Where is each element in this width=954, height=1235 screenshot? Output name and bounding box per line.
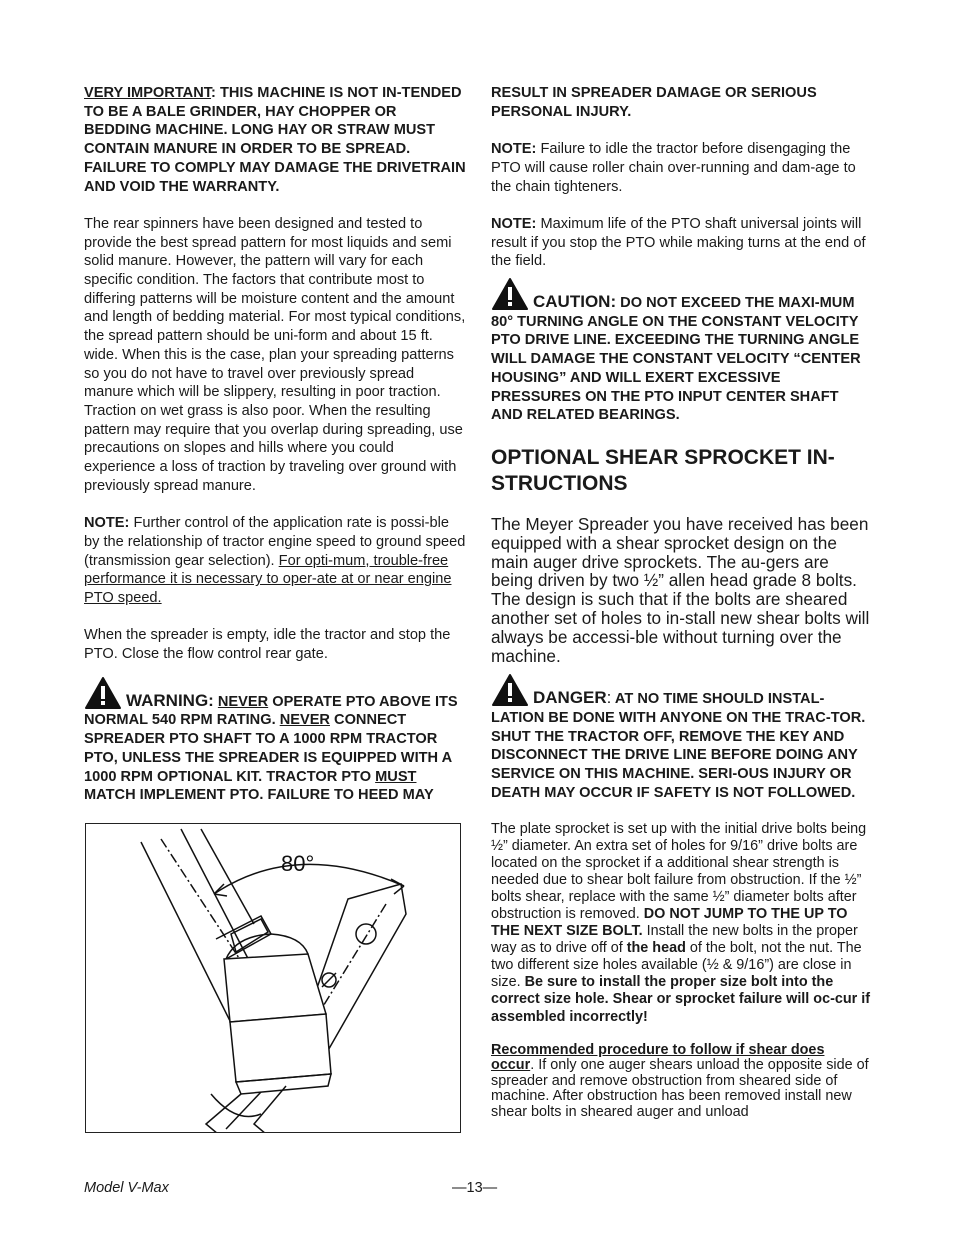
pto-angle-figure — [85, 823, 461, 1133]
warning-triangle-icon — [84, 676, 122, 710]
note-underlined-text: For opti-mum, trouble-free performance it is necessary to oper-ate at or near engine PTO speed. — [84, 552, 452, 606]
caution-block — [491, 277, 871, 425]
danger-text: AT NO TIME SHOULD INSTAL-LATION BE DONE WITH ANYONE ON THE TRAC-TOR. SHUT THE TRACTOR OFF, REMOVE THE KEY AND DISCONNECT THE DRIVE LINE BEFORE DOING ANY SERVICE ON THIS MACHINE. SERI-OUS INJURY OR DEATH MAY OCCUR IF SAFETY IS NOT FOLLOWED. — [491, 691, 866, 801]
note-application-rate — [84, 514, 466, 608]
important-notice — [84, 84, 466, 196]
plate-text: Install the new bolts in the proper way as to drive off of — [491, 923, 858, 957]
warning-never: NEVER — [217, 693, 269, 710]
plate-bold-text: DO NOT JUMP TO THE UP TO THE NEXT SIZE BOLT. — [491, 905, 848, 940]
danger-colon: : — [606, 688, 612, 708]
note-text: Maximum life of the PTO shaft universal joints will result if you stop the PTO while making turns at the end of the field. — [491, 215, 866, 270]
right-column — [491, 84, 871, 1120]
empty-spreader-paragraph: When the spreader is empty, idle the tractor and stop the PTO. Close the flow control rear gate. — [84, 627, 451, 663]
section-heading: OPTIONAL SHEAR SPROCKET IN-STRUCTIONS — [491, 445, 835, 495]
warning-continued: RESULT IN SPREADER DAMAGE OR SERIOUS PERSONAL INJURY. — [491, 85, 817, 120]
warning-text: OPERATE PTO ABOVE ITS NORMAL 540 RPM RATING. — [84, 693, 458, 729]
danger-block — [491, 673, 871, 802]
recommended-procedure — [491, 1043, 871, 1121]
note-label: NOTE: — [491, 215, 537, 232]
spinners-paragraph: The rear spinners have been designed and tested to provide the best spread pattern for most liquids and semi solid manure. However, the pattern will vary for each specific condition. The factors that contribute most to differing patterns will be moisture content and the amount and length of bedding material. For most typical conditions, the spread pattern should be uni-form and about 15 ft. wide. When this is the case, plan your spreading patterns so you do not have to travel over previously spread manure which will be slippery, resulting in poor traction. Traction on wet grass is also poor. When the resulting pattern may require that you overlap during spreading, use precautions on slopes and hills where you could experience a loss of traction by traveling over ground with previously spread manure. — [84, 215, 466, 494]
warning-must: MUST — [375, 768, 417, 785]
plate-sprocket-paragraph — [491, 821, 871, 1026]
recommended-label: Recommended procedure to follow if shear does occur — [491, 1041, 825, 1074]
note-universal-joints — [491, 215, 871, 271]
important-text: : THIS MACHINE IS NOT IN-TENDED TO BE A BALE GRINDER, HAY CHOPPER OR BEDDING MACHINE. LONG HAY OR STRAW MUST CONTAIN MANURE IN ORDER TO BE SPREAD. FAILURE TO COMPLY MAY DAMAGE THE DRIVETRAIN AND VOID THE WARRANTY. — [84, 85, 466, 195]
caution-title: CAUTION: — [533, 292, 617, 311]
note-label: NOTE: — [84, 515, 130, 532]
pto-driveline-illustration — [86, 824, 461, 1133]
caution-text: DO NOT EXCEED THE MAXI-MUM 80° TURNING ANGLE ON THE CONSTANT VELOCITY PTO DRIVE LINE. EXCEEDING THE TURNING ANGLE WILL DAMAGE THE CONSTANT VELOCITY “CENTER HOUSING” AND WILL EXERT EXCESSIVE PRESSURES ON THE PTO INPUT CENTER SHAFT AND RELATED BEARINGS. — [491, 295, 861, 424]
angle-label: 80° — [281, 851, 315, 876]
plate-text: of the bolt, not the nut. The two different size holes available (½ & 9/16”) are close in size. — [491, 940, 862, 991]
warning-text: MATCH IMPLEMENT PTO. FAILURE TO HEED MAY — [84, 787, 434, 804]
meyer-spreader-paragraph: The Meyer Spreader you have received has been equipped with a shear sprocket design on the main auger drive sprockets. The au-gers are being driven by two ½” allen head grade 8 bolts. The design is such that if the bolts are sheared another set of holes to in-stall new shear bolts will always be accessi-ble without turning over the machine. — [491, 513, 870, 666]
plate-bold-text: the head — [626, 940, 686, 957]
recommended-text: . If only one auger shears unload the opposite side of spreader and remove obstruction from sheared side of machine. After obstruction has been removed install new shear bolts in sheared auger and unload — [491, 1057, 869, 1120]
note-text: Further control of the application rate is possi-ble by the relationship of tractor engine speed to ground speed (transmission gear selection). — [84, 515, 466, 569]
warning-never: NEVER — [279, 712, 330, 729]
danger-title: DANGER — [533, 688, 607, 708]
warning-text: CONNECT SPREADER PTO SHAFT TO A 1000 RPM TRACTOR PTO, UNLESS THE SPREADER IS EQUIPPED WITH A 1000 RPM OPTIONAL KIT. TRACTOR PTO — [84, 712, 452, 785]
note-idle-tractor — [491, 140, 871, 196]
page-number: —13— — [452, 1180, 498, 1196]
plate-text: The plate sprocket is set up with the initial drive bolts being ½” diameter. An extra set of holes for 9/16” drive bolts are located on the sprocket if a additional shear strength is needed due to shear bolt failure from obstruction. If the ½” bolts shear, replace with the same ½” diameter bolts after obstruction is removed. — [491, 820, 867, 922]
danger-triangle-icon — [491, 673, 529, 707]
caution-triangle-icon — [491, 277, 529, 311]
footer-model: Model V-Max — [84, 1180, 169, 1196]
note-text: Failure to idle the tractor before disengaging the PTO will cause roller chain over-running and dam-age to the chain tighteners. — [491, 141, 856, 195]
note-label: NOTE: — [491, 141, 537, 158]
left-column — [84, 84, 466, 805]
warning-block — [84, 676, 466, 805]
important-label: VERY IMPORTANT — [84, 85, 212, 101]
plate-bold-text: Be sure to install the proper size bolt into the correct size hole. Shear or sprocket failure will oc-cur if assembled incorrectly! — [491, 974, 871, 1025]
warning-title: WARNING: — [126, 690, 214, 710]
